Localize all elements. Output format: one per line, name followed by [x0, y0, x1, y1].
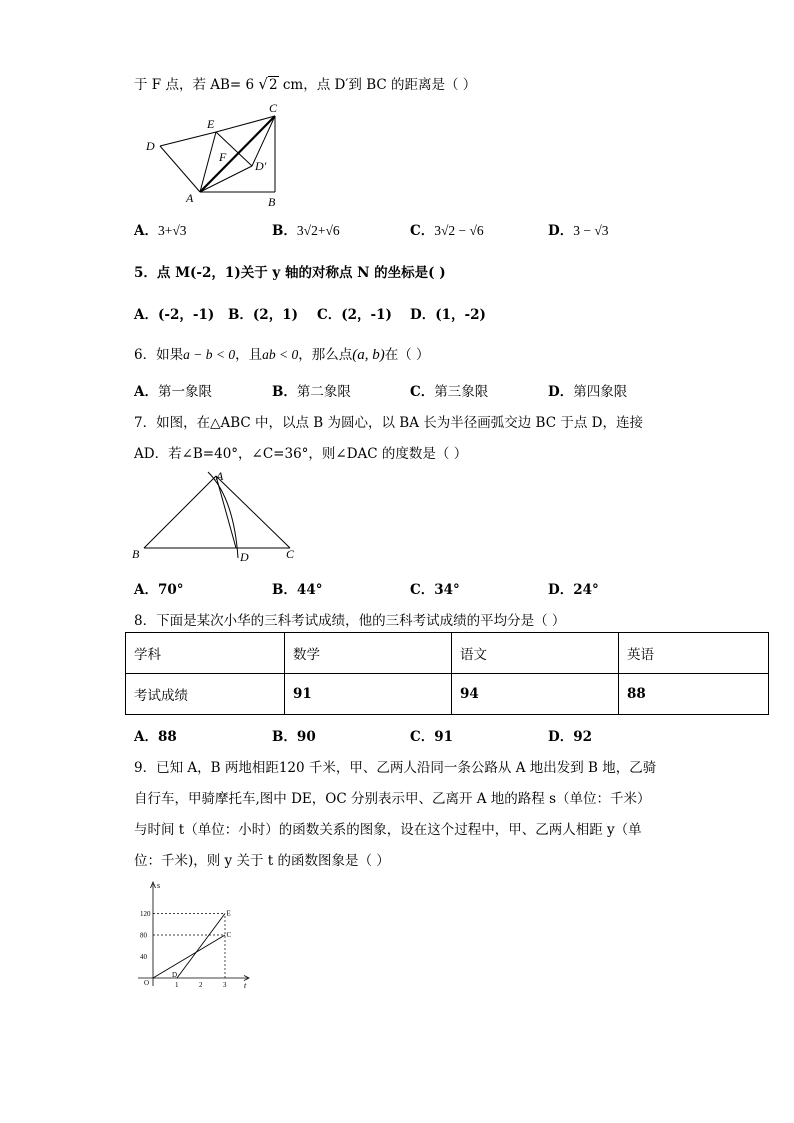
q7-option-c[interactable]: C．34°	[410, 582, 460, 598]
point-label-E: E	[226, 909, 231, 918]
q6-math-1: a − b < 0	[183, 347, 236, 362]
table-cell: 语文	[452, 633, 619, 674]
q6-text-4: 在（ ）	[384, 347, 430, 363]
q8-option-b[interactable]: B．90	[272, 729, 316, 745]
x-tick-label: 1	[175, 981, 179, 989]
q4-option-d[interactable]: D．3 − √3	[548, 223, 609, 239]
y-tick-label: 120	[140, 910, 151, 918]
label-Dprime: D'	[255, 159, 267, 173]
seg-AD	[200, 166, 252, 192]
origin-label: O	[144, 979, 150, 987]
table-cell: 学科	[126, 633, 285, 674]
q6-math-2: ab < 0	[262, 347, 299, 362]
label-D: D	[240, 550, 249, 564]
label-C: C	[269, 101, 278, 115]
table-cell: 英语	[619, 633, 769, 674]
score-table	[125, 632, 769, 715]
q8-stem: 8．下面是某次小华的三科考试成绩，他的三科考试成绩的平均分是（ ）	[134, 613, 566, 629]
q9-stem-line3: 与时间 t（单位：小时）的函数关系的图象，设在这个过程中，甲、乙两人相距 y（单	[134, 822, 642, 838]
q4-stem-a: 于 F 点，若 AB= 6	[134, 77, 255, 93]
q4-figure	[140, 98, 290, 210]
x-tick-label: 2	[199, 981, 203, 989]
q7-option-d[interactable]: D．24°	[548, 582, 599, 598]
q7-option-a[interactable]: A．70°	[134, 582, 184, 598]
seg-DE	[160, 132, 216, 146]
label-A: A	[216, 469, 224, 483]
label-B: B	[268, 195, 276, 209]
label-D: D	[146, 139, 155, 153]
q5-option-d[interactable]: D．(1，-2)	[410, 307, 486, 323]
q6-text-2: ，且	[235, 347, 263, 363]
table-cell: 94	[452, 674, 619, 715]
axis-label-s: s	[157, 881, 161, 890]
sqrt-radicand: 2	[268, 77, 278, 93]
point-label-C: C	[226, 931, 232, 939]
q6-option-c[interactable]: C．第三象限	[410, 384, 489, 400]
seg-DA	[160, 146, 200, 192]
q6-text-1: 6．如果	[134, 347, 184, 363]
q6-math-3: (a, b)	[352, 347, 385, 363]
label-C: C	[286, 547, 295, 561]
q5-stem: 5．点 M(-2，1)关于 y 轴的对称点 N 的坐标是( )	[134, 265, 446, 281]
q9-stem-line4: 位：千米)，则 y 关于 t 的函数图象是（ ）	[134, 853, 390, 869]
q7-stem-line1: 7．如图，在△ABC 中，以点 B 为圆心，以 BA 长为半径画弧交边 BC 于点 D，连接	[134, 415, 643, 431]
q8-option-a[interactable]: A．88	[134, 729, 177, 745]
seg-BA	[144, 476, 216, 548]
table-cell: 88	[619, 674, 769, 715]
q5-option-a[interactable]: A．(-2，-1)	[134, 307, 215, 323]
table-row	[126, 674, 769, 715]
q6-option-a[interactable]: A．第一象限	[134, 384, 212, 400]
q7-option-b[interactable]: B．44°	[272, 582, 323, 598]
q4-stem	[134, 73, 476, 93]
axis-label-t: t	[244, 981, 247, 990]
point-label-D: D	[172, 971, 178, 979]
seg-AC	[216, 476, 290, 548]
y-tick-label: 40	[140, 953, 147, 961]
series-line-OC	[153, 935, 225, 978]
table-cell: 数学	[285, 633, 452, 674]
q6-text-3: ，那么点	[298, 347, 353, 363]
q6-option-b[interactable]: B．第二象限	[272, 384, 351, 400]
label-A: A	[186, 191, 194, 205]
series-line-DE	[177, 914, 225, 979]
q7-figure	[128, 468, 308, 568]
q9-graph	[128, 878, 258, 993]
q6-option-d[interactable]: D．第四象限	[548, 384, 628, 400]
q8-option-d[interactable]: D．92	[548, 729, 593, 745]
label-B: B	[132, 547, 140, 561]
arc-AD	[208, 472, 238, 558]
label-E: E	[207, 117, 215, 131]
q6-stem	[134, 343, 430, 364]
q4-option-a[interactable]: A．3+√3	[134, 223, 187, 239]
q4-stem-b: cm，点 D′到 BC 的距离是（ ）	[282, 77, 477, 93]
label-F: F	[219, 150, 227, 164]
sqrt-sign: √	[258, 75, 268, 93]
q4-option-c[interactable]: C．3√2 − √6	[410, 223, 484, 239]
q4-option-b[interactable]: B．3√2+√6	[272, 223, 340, 239]
q7-stem-line2: AD．若∠B=40°，∠C=36°，则∠DAC 的度数是（ ）	[134, 446, 468, 462]
table-row	[126, 633, 769, 674]
q9-stem-line2: 自行车，甲骑摩托车,图中 DE，OC 分别表示甲、乙离开 A 地的路程 s（单位：千米）	[134, 791, 651, 807]
table-cell: 考试成绩	[126, 674, 285, 715]
q9-stem-line1: 9．已知 A，B 两地相距120 千米，甲、乙两人沿同一条公路从 A 地出发到 B 地，乙骑	[134, 760, 657, 776]
q8-option-c[interactable]: C．91	[410, 729, 454, 745]
x-tick-label: 3	[223, 981, 227, 989]
y-tick-label: 80	[140, 931, 147, 940]
q5-option-c[interactable]: C．(2，-1)	[317, 307, 392, 323]
q5-option-b[interactable]: B．(2，1)	[228, 307, 298, 323]
table-cell: 91	[285, 674, 452, 715]
